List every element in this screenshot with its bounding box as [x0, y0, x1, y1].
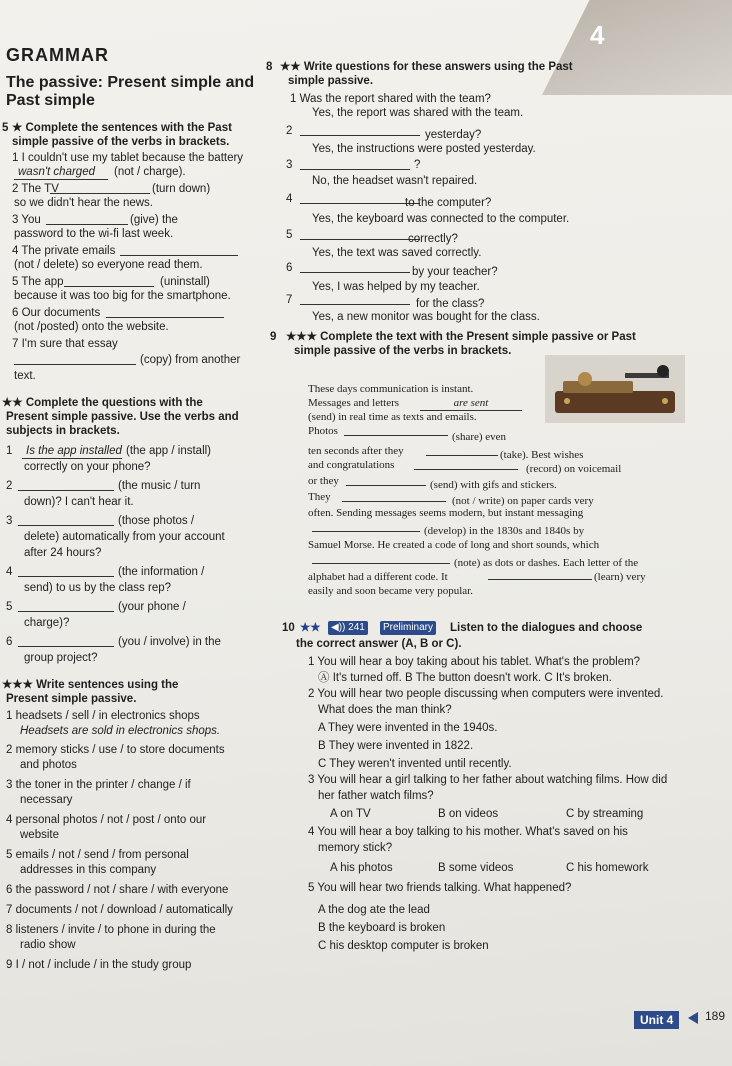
- ex7-item: and photos: [20, 759, 77, 771]
- ex9-text: (develop) in the 1830s and 1840s by: [424, 525, 585, 537]
- ex6-item: delete) automatically from your account: [24, 531, 225, 543]
- answer-blank[interactable]: [106, 306, 224, 318]
- ex7-item: 6 the password / not / share / with everyone: [6, 884, 229, 896]
- ex5-item: (turn down): [152, 183, 211, 195]
- answer-blank[interactable]: [488, 568, 592, 580]
- ex9-text: (send) in real time as texts and emails.: [308, 411, 477, 423]
- ex8-item-answer: Yes, the instructions were posted yesterday.: [312, 143, 536, 155]
- ex9-text: ten seconds after they: [308, 445, 404, 457]
- ex5-item: so we didn't hear the news.: [14, 197, 153, 209]
- ex6-item: charge)?: [24, 617, 70, 629]
- ex10-question-2: memory stick?: [318, 842, 393, 854]
- answer-blank[interactable]: [18, 479, 114, 491]
- ex5-item: (not / delete) so everyone read them.: [14, 259, 203, 271]
- ex6-item: (the app / install): [126, 445, 212, 457]
- ex9-text: (record) on voicemail: [526, 463, 622, 475]
- page-corner-shadow: [542, 0, 732, 95]
- ex10-option[interactable]: B They were invented in 1822.: [318, 740, 474, 752]
- answer-blank[interactable]: [18, 565, 114, 577]
- page-footer-number: 189: [705, 1009, 726, 1023]
- audio-track-badge[interactable]: ◀)) 241: [328, 621, 368, 635]
- answer-blank[interactable]: [414, 458, 518, 470]
- ex10-option[interactable]: A on TV: [330, 808, 371, 820]
- answer-blank[interactable]: [344, 424, 448, 436]
- difficulty-stars: ★★: [300, 622, 321, 634]
- ex9-text: and congratulations: [308, 459, 395, 471]
- ex10-option[interactable]: B some videos: [438, 862, 514, 874]
- ex5-item: (not / charge).: [114, 166, 186, 178]
- ex8-item-question: ?: [414, 159, 421, 171]
- ex8-item-answer: Yes, the text was saved correctly.: [312, 247, 482, 259]
- answer-blank[interactable]: [50, 182, 150, 194]
- ex5-item: password to the wi-fi last week.: [14, 228, 174, 240]
- ex7-item: 4 personal photos / not / post / onto our: [6, 814, 207, 826]
- ex9-text: (learn) very: [594, 571, 646, 583]
- ex10-option[interactable]: B the keyboard is broken: [318, 922, 446, 934]
- ex10-question-2: What does the man think?: [318, 704, 452, 716]
- ex9-text: (share) even: [452, 431, 507, 443]
- ex9-instruction-2: simple passive of the verbs in brackets.: [294, 345, 512, 357]
- ex9-answer-1: are sent: [420, 396, 522, 411]
- ex10-option[interactable]: A his photos: [330, 862, 393, 874]
- answer-blank[interactable]: [342, 490, 446, 502]
- ex8-item-question: by your teacher?: [412, 266, 498, 278]
- ex9-text: They: [308, 491, 331, 503]
- ex6-instruction-3: subjects in brackets.: [6, 425, 120, 437]
- ex6-item: after 24 hours?: [24, 547, 102, 559]
- ex10-question-2: her father watch films?: [318, 790, 434, 802]
- ex7-item: 7 documents / not / download / automatically: [6, 904, 233, 916]
- ex9-text: easily and soon became very popular.: [308, 585, 473, 597]
- ex5-item: 2 The TV: [12, 183, 59, 195]
- ex10-number: 10: [282, 622, 295, 634]
- ex8-item-answer: No, the headset wasn't repaired.: [312, 175, 478, 187]
- answer-blank[interactable]: [300, 293, 410, 305]
- ex6-item: (you / involve) in the: [118, 636, 221, 648]
- answer-blank[interactable]: [18, 514, 114, 526]
- ex7-instruction: ★★★ Write sentences using the: [2, 679, 179, 691]
- answer-blank[interactable]: [312, 552, 450, 564]
- ex5-item: 7 I'm sure that essay: [12, 338, 118, 350]
- ex5-number: 5: [2, 122, 9, 134]
- ex8-item-answer: Yes, I was helped by my teacher.: [312, 281, 480, 293]
- unit-label: Unit 4: [634, 1011, 679, 1029]
- answer-blank[interactable]: [14, 353, 136, 365]
- ex7-item: necessary: [20, 794, 73, 806]
- answer-blank[interactable]: [120, 244, 238, 256]
- ex9-text: (send) with gifs and stickers.: [430, 479, 557, 491]
- ex9-text: Messages and letters: [308, 397, 400, 409]
- answer-blank[interactable]: [346, 474, 426, 486]
- answer-blank[interactable]: [300, 228, 420, 240]
- ex9-number: 9: [270, 331, 277, 343]
- ex5-item: 3 You: [12, 214, 41, 226]
- ex10-question: 4 You will hear a boy talking to his mother. What's saved on his: [308, 826, 628, 838]
- ex9-text: (take). Best wishes: [500, 449, 584, 461]
- answer-blank[interactable]: [426, 444, 498, 456]
- ex8-item-question: correctly?: [408, 233, 458, 245]
- ex8-item-answer: Yes, the report was shared with the team.: [312, 107, 524, 119]
- ex8-item-number: 7: [286, 294, 293, 306]
- ex9-instruction: ★★★ Complete the text with the Present simple passive or Past: [286, 331, 636, 343]
- page-number: 4: [590, 20, 605, 50]
- ex9-text: (not / write) on paper cards very: [452, 495, 594, 507]
- answer-blank[interactable]: [18, 600, 114, 612]
- preliminary-badge: Preliminary: [380, 621, 436, 635]
- ex5-instruction-2: simple passive of the verbs in brackets.: [12, 136, 230, 148]
- ex5-instruction: ★ Complete the sentences with the Past: [12, 122, 232, 134]
- section-label: GRAMMAR: [6, 45, 109, 65]
- ex6-instruction-2: Present simple passive. Use the verbs and: [6, 411, 239, 423]
- ex9-text: or they: [308, 475, 339, 487]
- ex6-item: group project?: [24, 652, 98, 664]
- ex9-text: Samuel Morse. He created a code of long and short sounds, which: [308, 539, 600, 551]
- ex8-instruction: ★★ Write questions for these answers using the Past: [280, 61, 573, 73]
- answer-blank[interactable]: [312, 520, 420, 532]
- ex9-text: (note) as dots or dashes. Each letter of the: [454, 557, 639, 569]
- answer-blank[interactable]: [300, 192, 420, 204]
- ex5-item: because it was too big for the smartphone.: [14, 290, 231, 302]
- ex6-item: (those photos /: [118, 515, 195, 527]
- section-title: The passive: Present simple and: [6, 74, 255, 91]
- answer-blank[interactable]: [300, 124, 420, 136]
- ex5-item: (not /posted) onto the website.: [14, 321, 169, 333]
- ex5-item: (give) the: [130, 214, 178, 226]
- ex6-instruction: ★★ Complete the questions with the: [2, 397, 203, 409]
- ex8-item-number: 2: [286, 125, 293, 137]
- ex5-item: 5 The app: [12, 276, 64, 288]
- ex6-item: correctly on your phone?: [24, 461, 151, 473]
- ex6-item: (your phone /: [118, 601, 186, 613]
- ex7-example-answer: Headsets are sold in electronics shops.: [20, 725, 221, 737]
- ex10-option[interactable]: A They were invented in the 1940s.: [318, 722, 498, 734]
- ex7-item: radio show: [20, 939, 76, 951]
- ex7-item: 1 headsets / sell / in electronics shops: [6, 710, 200, 722]
- ex10-question: 2 You will hear two people discussing when computers were invented.: [308, 688, 664, 700]
- ex5-item: (uninstall): [160, 276, 210, 288]
- ex10-instruction: Listen to the dialogues and choose: [450, 622, 643, 634]
- ex7-item: 3 the toner in the printer / change / if: [6, 779, 191, 791]
- ex8-item-number: 3: [286, 159, 293, 171]
- page-arrow-icon: [688, 1012, 698, 1024]
- telegraph-image: [545, 355, 685, 423]
- ex10-instruction-2: the correct answer (A, B or C).: [296, 638, 462, 650]
- answer-blank[interactable]: [18, 635, 114, 647]
- ex9-text: Photos: [308, 425, 338, 437]
- ex7-item: website: [20, 829, 59, 841]
- ex8-item-question: for the class?: [416, 298, 485, 310]
- ex5-item: 1 I couldn't use my tablet because the battery: [12, 152, 244, 164]
- section-title-line2: Past simple: [6, 92, 95, 109]
- ex10-option[interactable]: C his homework: [566, 862, 649, 874]
- ex7-item: 5 emails / not / send / from personal: [6, 849, 189, 861]
- ex5-item: text.: [14, 370, 36, 382]
- ex6-item: send) to us by the class rep?: [24, 582, 172, 594]
- ex10-options: Ⓐ It's turned off. B The button doesn't work. C It's broken.: [318, 672, 612, 684]
- ex10-option[interactable]: B on videos: [438, 808, 499, 820]
- ex5-item: (copy) from another: [140, 354, 241, 366]
- answer-blank[interactable]: [300, 261, 410, 273]
- ex5-item: 6 Our documents: [12, 307, 101, 319]
- ex8-number: 8: [266, 61, 273, 73]
- ex5-answer-1: wasn't charged: [14, 165, 108, 180]
- answer-blank[interactable]: [64, 275, 154, 287]
- ex9-text: often. Sending messages seems modern, but instant messaging: [308, 507, 584, 519]
- ex7-item: 8 listeners / invite / to phone in during the: [6, 924, 216, 936]
- answer-blank[interactable]: [300, 158, 410, 170]
- ex10-question: 3 You will hear a girl talking to her father about watching films. How did: [308, 774, 668, 786]
- ex8-item-question: 1 Was the report shared with the team?: [290, 93, 491, 105]
- ex5-item: 4 The private emails: [12, 245, 116, 257]
- ex8-item-number: 4: [286, 193, 293, 205]
- ex7-item: 2 memory sticks / use / to store documents: [6, 744, 225, 756]
- ex10-option[interactable]: C They weren't invented until recently.: [318, 758, 512, 770]
- ex6-item: (the information /: [118, 566, 205, 578]
- ex10-option[interactable]: C by streaming: [566, 808, 644, 820]
- ex6-item: down)? I can't hear it.: [24, 496, 134, 508]
- ex7-item: 9 I / not / include / in the study group: [6, 959, 192, 971]
- workbook-page: 4 GRAMMAR The passive: Present simple and Past simple 5 ★ Complete the sentences with the Past simple passive of the verbs in brackets. 1 I couldn't use my tablet because the battery wasn't charged (not / charge). 2 The TV (turn down) so we didn't hear the news. 3 You (give) the password to the wi-fi last week. 4 The private emails (not / delete) so everyone read them. 5 The app (uninstall) because it was too big for the smartphone. 6 Our documents (not /posted) onto the website. 7 I'm sure that essay (copy) from another text. ★★ Complete the questions with the Present simple passive. Use the verbs and subjects in brackets. 1 Is the app installed (the app / install) correctly on your phone? 2 (the music / turn down)? I can't hear it. 3 (those photos / delete) automatically from your account after 24 hours? 4 (the information / send) to us by the class rep? 5 (your phone / charge)? 6 (you / involve) in the group project? ★★★ Write sentences using the Present simple passive. 1 headsets / sell / in electronics shops Headsets are sold in electronics shops. 2 memory sticks / use / to store documents and photos 3 the toner in the printer / change / if necessary 4 personal photos / not / post / onto our website 5 emails / not / send / from personal addresses in this company 6 the password / not / share / with everyone 7 documents / not / download / automatically 8 listeners / invite / to phone in during the radio show 9 I / not / include / in the study group 8 ★★ Write questions for these answers using the Past simple passive. 1 Was the report shared with the team? Yes, the report was shared with the team. 2 yesterday? Yes, the instructions were posted yesterday. 3 ? No, the headset wasn't repaired. 4 to the computer? Yes, the keyboard was connected to the computer. 5 correctly? Yes, the text was saved correctly. 6 by your teacher? Yes, I was helped by my teacher. 7 for the class? Yes, a new monitor was bought for the class. 9 ★★★ Complete the text with the Present simple passive or Past simple passive of the verbs in brackets. These days communication is instant. Messages and letters are sent (send) in real time as texts and emails. Photos (share) even ten seconds after they (take). Best wishes and congratulations (record) on voicemail or they (send) with gifs and stickers. They (not / write) on paper cards very often. Sending messages seems modern, but instant messaging (develop) in the 1830s and 1840s by Samuel Morse. He created a code of long and short sounds, which (note) as dots or dashes. Each letter of the alphabet had a different code. It (learn) very easily and soon became very popular. 10 ★★ ◀)) 241 Preliminary Listen to the dialogues and choose the correct answer (A, B or C). 1 You will hear a boy taking about his tablet. What's the problem? Ⓐ It's turned off. B The button doesn't work. C It's broken. 2 You will hear two people discussing when computers were invented. What does the man think? A They were invented in the 1940s. B They were invented in 1822. C They weren't invented until recently. 3 You will hear a girl talking to her father about watching films. How did her father watch films? A on TV B on videos C by streaming 4 You will hear a boy talking to his mother. What's saved on his memory stick? A his photos B some videos C his homework 5 You will hear two friends talking. What happened? A the dog ate the lead B the keyboard is broken C his desktop computer is broken Unit 4 189: [0, 0, 732, 1066]
- ex9-text: alphabet had a different code. It: [308, 571, 448, 583]
- ex9-text: These days communication is instant.: [308, 383, 474, 395]
- ex8-item-answer: Yes, the keyboard was connected to the computer.: [312, 213, 570, 225]
- ex7-item: addresses in this company: [20, 864, 157, 876]
- answer-blank[interactable]: [46, 213, 128, 225]
- ex8-item-number: 6: [286, 262, 293, 274]
- ex10-option[interactable]: C his desktop computer is broken: [318, 940, 489, 952]
- ex8-item-question: yesterday?: [425, 129, 482, 141]
- ex10-question: 5 You will hear two friends talking. What happened?: [308, 882, 572, 894]
- ex10-option[interactable]: A the dog ate the lead: [318, 904, 430, 916]
- ex8-item-question: to the computer?: [405, 197, 492, 209]
- ex6-item: (the music / turn: [118, 480, 201, 492]
- ex10-question: 1 You will hear a boy taking about his tablet. What's the problem?: [308, 656, 641, 668]
- ex7-instruction-2: Present simple passive.: [6, 693, 137, 705]
- ex8-item-answer: Yes, a new monitor was bought for the class.: [312, 311, 540, 323]
- ex6-answer-1: Is the app installed: [22, 444, 122, 459]
- ex8-item-number: 5: [286, 229, 293, 241]
- ex8-instruction-2: simple passive.: [288, 75, 374, 87]
